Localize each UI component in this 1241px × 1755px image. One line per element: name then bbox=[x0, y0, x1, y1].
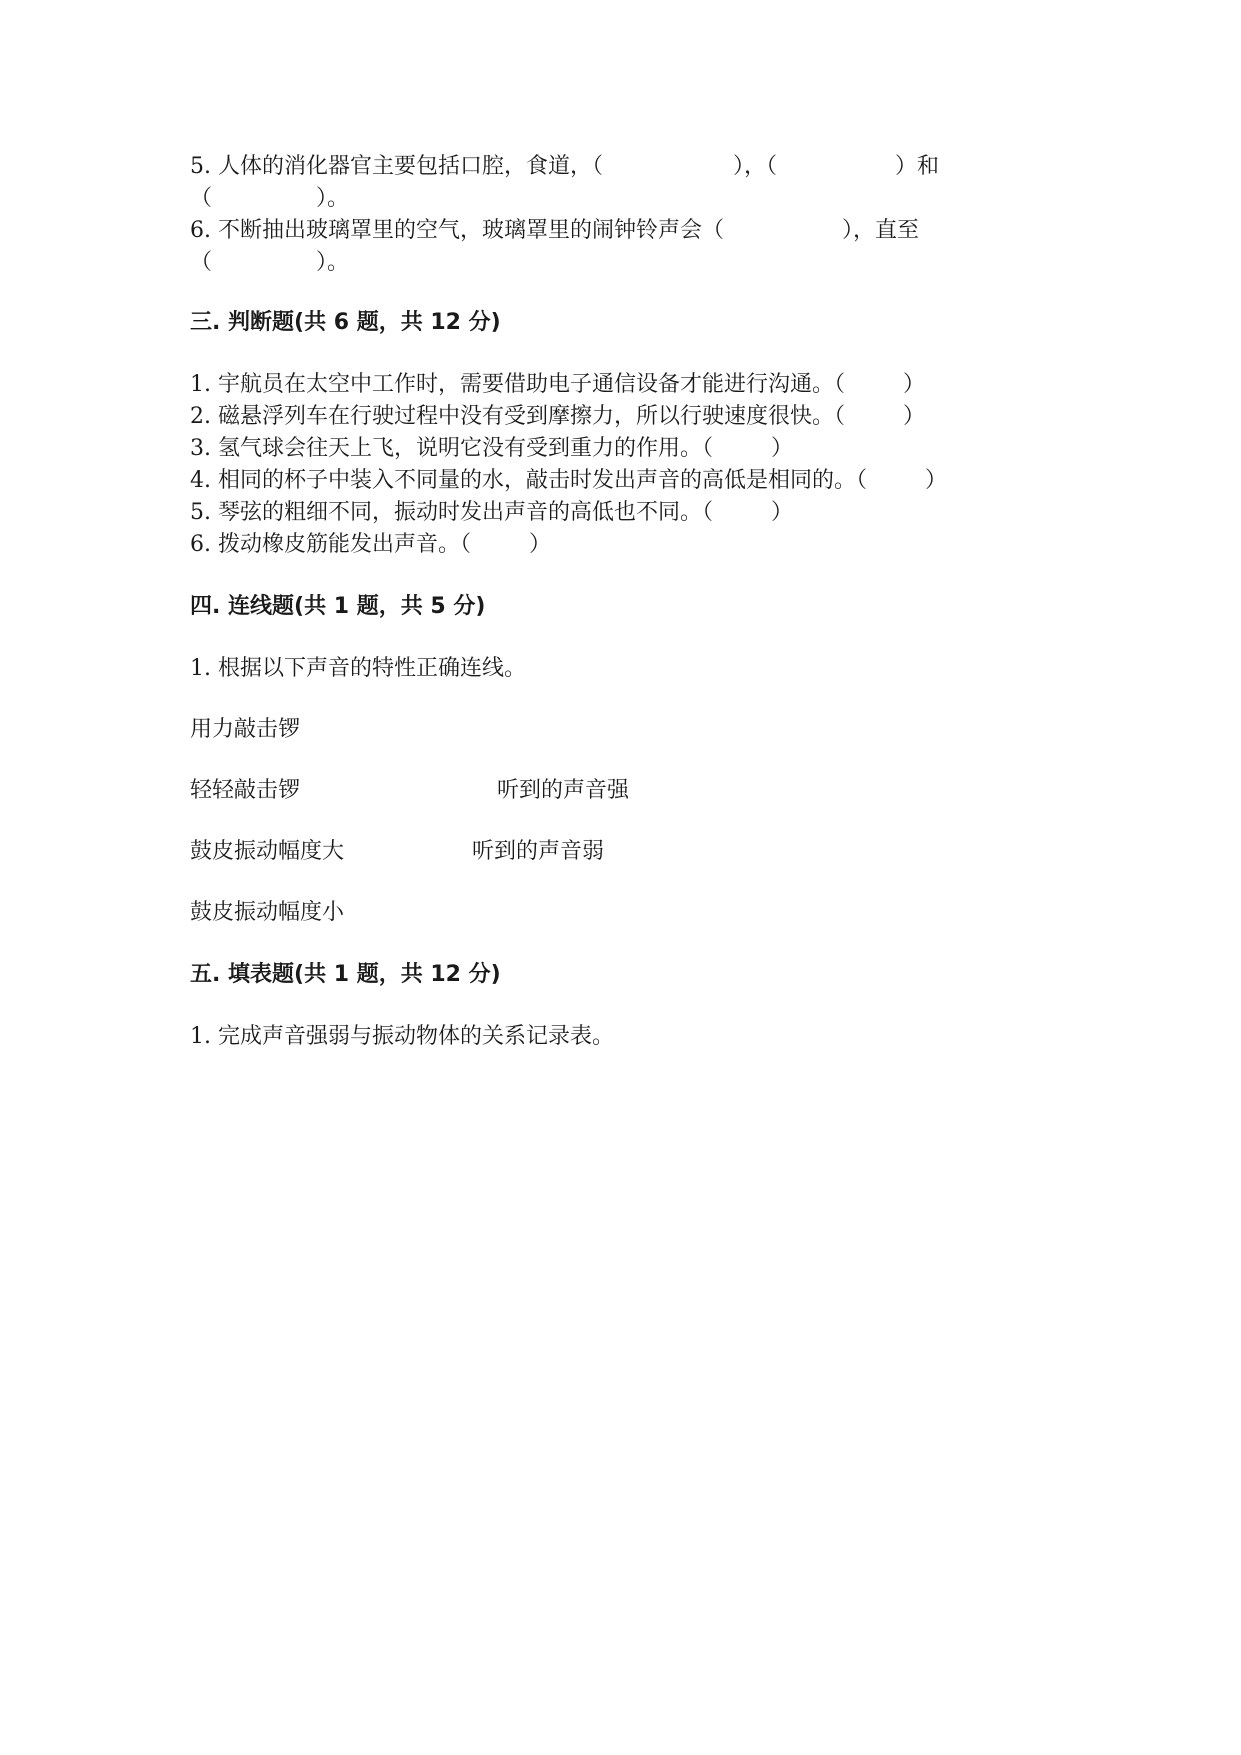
question-text: ），直至 bbox=[842, 218, 920, 243]
question-text: ） bbox=[925, 468, 948, 493]
matching-left-item-3[interactable]: 鼓皮振动幅度大 bbox=[190, 839, 345, 864]
fill-question-6-line2 bbox=[190, 248, 349, 278]
question-text: 5. 人体的消化器官主要包括口腔，食道，（ bbox=[190, 154, 603, 179]
question-text: （ bbox=[190, 186, 213, 211]
question-text: ） bbox=[528, 532, 551, 557]
question-text: 4. 相同的杯子中装入不同量的水，敲击时发出声音的高低是相同的。（ bbox=[190, 468, 867, 493]
matching-question: 1. 根据以下声音的特性正确连线。 bbox=[190, 656, 526, 681]
question-text: ） bbox=[903, 372, 926, 397]
true-false-item-6 bbox=[190, 530, 551, 560]
matching-right-item-1[interactable]: 听到的声音强 bbox=[497, 778, 630, 803]
fill-question-6 bbox=[190, 216, 919, 246]
section-heading-matching: 四. 连线题(共 1 题，共 5 分) bbox=[190, 594, 486, 619]
question-text: 6. 不断抽出玻璃罩里的空气，玻璃罩里的闹钟铃声会（ bbox=[190, 218, 724, 243]
question-text: 6. 拨动橡皮筋能发出声音。（ bbox=[190, 532, 471, 557]
question-text: 5. 琴弦的粗细不同，振动时发出声音的高低也不同。（ bbox=[190, 500, 713, 525]
matching-right-item-2[interactable]: 听到的声音弱 bbox=[472, 839, 605, 864]
matching-left-item-1[interactable]: 用力敲击锣 bbox=[190, 717, 301, 742]
true-false-item-5 bbox=[190, 498, 793, 528]
matching-left-item-2[interactable]: 轻轻敲击锣 bbox=[190, 778, 301, 803]
question-text: ），（ bbox=[733, 154, 778, 179]
question-text: ）。 bbox=[316, 250, 350, 275]
question-text: 2. 磁悬浮列车在行驶过程中没有受到摩擦力，所以行驶速度很快。（ bbox=[190, 404, 845, 429]
fill-question-5 bbox=[190, 152, 939, 182]
true-false-item-4 bbox=[190, 466, 947, 496]
true-false-item-3 bbox=[190, 434, 793, 464]
fill-question-5-line2 bbox=[190, 184, 349, 214]
question-text: ）。 bbox=[316, 186, 350, 211]
section-heading-table: 五. 填表题(共 1 题，共 12 分) bbox=[190, 962, 501, 987]
question-text: ） bbox=[903, 404, 926, 429]
question-text: ）和 bbox=[895, 154, 940, 179]
matching-left-item-4[interactable]: 鼓皮振动幅度小 bbox=[190, 900, 345, 925]
true-false-item-1 bbox=[190, 370, 925, 400]
question-text: ） bbox=[771, 436, 794, 461]
question-text: 3. 氢气球会往天上飞，说明它没有受到重力的作用。（ bbox=[190, 436, 713, 461]
section-heading-true-false: 三. 判断题(共 6 题，共 12 分) bbox=[190, 310, 501, 335]
question-text: 1. 宇航员在太空中工作时，需要借助电子通信设备才能进行沟通。（ bbox=[190, 372, 845, 397]
table-question: 1. 完成声音强弱与振动物体的关系记录表。 bbox=[190, 1024, 614, 1049]
question-text: ） bbox=[771, 500, 794, 525]
true-false-item-2 bbox=[190, 402, 925, 432]
question-text: （ bbox=[190, 250, 213, 275]
